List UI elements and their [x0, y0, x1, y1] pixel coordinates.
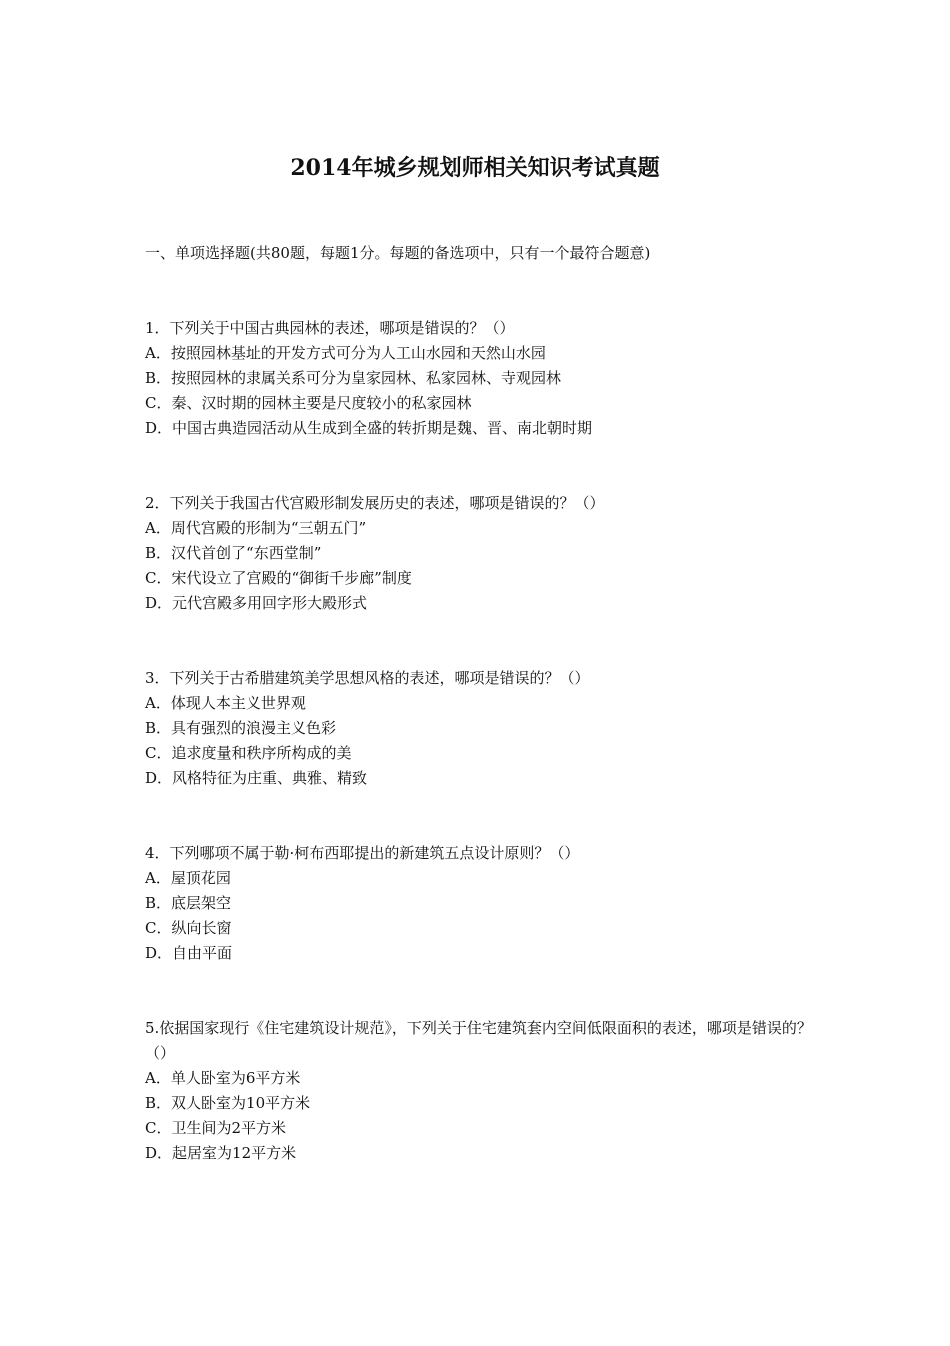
question-stem: 2．下列关于我国古代宫殿形制发展历史的表述，哪项是错误的？（） [145, 494, 605, 512]
question-stem: 1．下列关于中国古典园林的表述，哪项是错误的？（） [145, 319, 515, 337]
question-stem: 3．下列关于古希腊建筑美学思想风格的表述，哪项是错误的？（） [145, 669, 590, 687]
option-d: D．起居室为12平方米 [145, 1144, 297, 1162]
question-2 [145, 491, 825, 616]
option-b: B．按照园林的隶属关系可分为皇家园林、私家园林、寺观园林 [145, 369, 562, 387]
question-1 [145, 316, 825, 441]
question-4 [145, 841, 825, 966]
question-stem: 4．下列哪项不属于勒·柯布西耶提出的新建筑五点设计原则？（） [145, 844, 580, 862]
question-stem: 5.依据国家现行《住宅建筑设计规范》，下列关于住宅建筑套内空间低限面积的表述，哪项是错误的？（） [145, 1019, 812, 1062]
section-heading: 一、单项选择题(共80题，每题1分。每题的备选项中，只有一个最符合题意) [145, 244, 651, 262]
option-c: C．卫生间为2平方米 [145, 1119, 287, 1137]
option-a: A．单人卧室为6平方米 [145, 1069, 301, 1087]
option-d: D．元代宫殿多用回字形大殿形式 [145, 594, 368, 612]
option-c: C．秦、汉时期的园林主要是尺度较小的私家园林 [145, 394, 472, 412]
option-a: A．体现人本主义世界观 [145, 694, 306, 712]
option-c: C．纵向长窗 [145, 919, 232, 937]
option-c: C．宋代设立了宫殿的“御街千步廊”制度 [145, 569, 412, 587]
option-b: B．具有强烈的浪漫主义色彩 [145, 719, 337, 737]
option-b: B．汉代首创了“东西堂制” [145, 544, 322, 562]
option-b: B．底层架空 [145, 894, 232, 912]
option-a: A．周代宫殿的形制为“三朝五门” [145, 519, 367, 537]
option-d: D．中国古典造园活动从生成到全盛的转折期是魏、晋、南北朝时期 [145, 419, 593, 437]
option-b: B．双人卧室为10平方米 [145, 1094, 311, 1112]
question-3 [145, 666, 825, 791]
option-d: D．风格特征为庄重、典雅、精致 [145, 769, 368, 787]
page-title: 2014年城乡规划师相关知识考试真题 [290, 155, 660, 181]
option-c: C．追求度量和秩序所构成的美 [145, 744, 352, 762]
question-5 [145, 1016, 825, 1166]
option-d: D．自由平面 [145, 944, 233, 962]
option-a: A．屋顶花园 [145, 869, 231, 887]
option-a: A．按照园林基址的开发方式可分为人工山水园和天然山水园 [145, 344, 546, 362]
